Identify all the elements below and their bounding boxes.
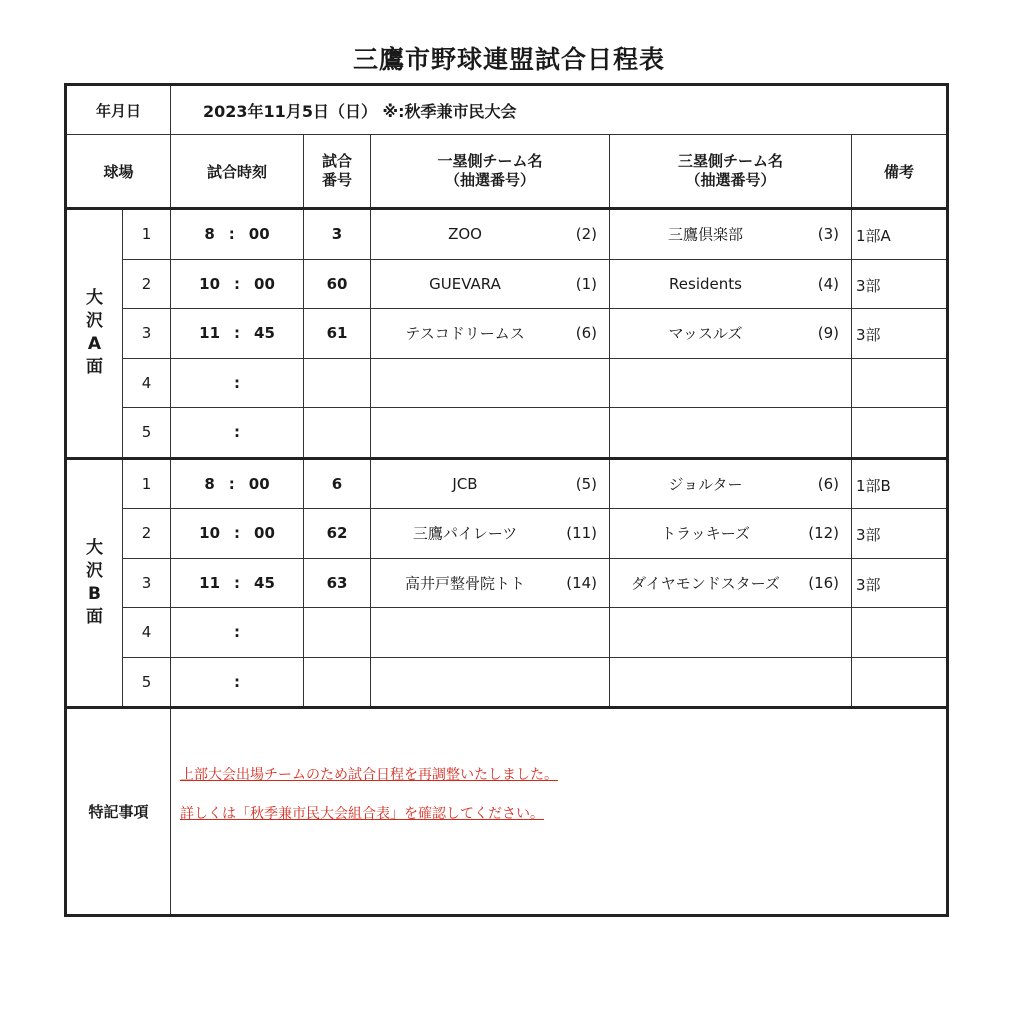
header-third-base-line1: 三塁側チーム名: [678, 152, 784, 170]
third-base-draw-number: (4): [817, 274, 840, 293]
time-separator: :: [234, 672, 241, 691]
first-base-team-cell: [371, 209, 610, 260]
header-match-number-line2: 番号: [322, 171, 353, 189]
slot-number: 2: [123, 509, 171, 559]
table-row: [66, 408, 948, 459]
time-hour: 10: [199, 274, 221, 293]
third-base-draw-number: (6): [817, 474, 840, 493]
table-row: [66, 558, 948, 608]
match-time: [171, 408, 304, 459]
date-label: 年月日: [66, 85, 171, 135]
match-number: [304, 608, 371, 658]
remark: 1部B: [852, 458, 948, 509]
time-separator: :: [234, 274, 241, 293]
first-base-team: 三鷹パイレーツ: [412, 524, 518, 543]
match-number: 3: [304, 209, 371, 260]
match-time: [171, 458, 304, 509]
first-base-team: ZOO: [448, 225, 482, 244]
first-base-team: 高井戸整骨院トト: [405, 574, 526, 593]
time-separator: :: [234, 324, 241, 343]
time-separator: :: [228, 474, 235, 493]
third-base-draw-number: (9): [817, 324, 840, 343]
ground-name: 大沢A面: [86, 288, 103, 378]
time-minute: 00: [248, 474, 270, 493]
remark: [852, 358, 948, 408]
third-base-team-cell: [610, 309, 852, 359]
first-base-team-cell: [371, 358, 610, 408]
time-separator: :: [234, 623, 241, 642]
time-hour: 11: [199, 573, 221, 592]
first-base-team: JCB: [452, 474, 478, 493]
first-base-draw-number: (11): [566, 524, 598, 543]
table-row: [66, 509, 948, 559]
remark: 3部: [852, 309, 948, 359]
remark: 3部: [852, 259, 948, 309]
ground-name: 大沢B面: [86, 537, 103, 627]
slot-number: 1: [123, 209, 171, 260]
time-minute: 00: [254, 274, 275, 293]
header-match-number-line1: 試合: [322, 152, 353, 170]
schedule-table: [64, 83, 949, 917]
third-base-team-cell: [610, 209, 852, 260]
third-base-draw-number: (12): [808, 524, 840, 543]
third-base-team: 三鷹倶楽部: [668, 225, 744, 244]
match-time: [171, 309, 304, 359]
match-time: [171, 509, 304, 559]
third-base-team-cell: [610, 657, 852, 708]
first-base-draw-number: (1): [575, 274, 598, 293]
time-minute: 00: [248, 225, 270, 244]
table-row: [66, 309, 948, 359]
first-base-team-cell: [371, 259, 610, 309]
first-base-team: テスコドリームス: [405, 324, 525, 343]
match-time: [171, 209, 304, 260]
match-time: [171, 259, 304, 309]
match-number: [304, 657, 371, 708]
third-base-team: マッスルズ: [668, 324, 743, 343]
remark: 3部: [852, 558, 948, 608]
match-number: [304, 358, 371, 408]
first-base-team-cell: [371, 509, 610, 559]
table-row: [66, 358, 948, 408]
header-first-base: [371, 135, 610, 209]
time-hour: 11: [199, 324, 221, 343]
first-base-team-cell: [371, 408, 610, 459]
header-remarks: 備考: [852, 135, 948, 209]
first-base-team-cell: [371, 608, 610, 658]
header-match-number: [304, 135, 371, 209]
match-number: 62: [304, 509, 371, 559]
slot-number: 4: [123, 358, 171, 408]
third-base-team-cell: [610, 358, 852, 408]
third-base-draw-number: (3): [817, 225, 840, 244]
match-number: 63: [304, 558, 371, 608]
slot-number: 3: [123, 309, 171, 359]
match-number: [304, 408, 371, 459]
match-number: 60: [304, 259, 371, 309]
slot-number: 4: [123, 608, 171, 658]
first-base-draw-number: (14): [566, 573, 598, 592]
third-base-team-cell: [610, 608, 852, 658]
slot-number: 5: [123, 408, 171, 459]
time-hour: 10: [199, 524, 221, 543]
time-minute: 45: [254, 573, 275, 592]
first-base-team-cell: [371, 458, 610, 509]
time-separator: :: [228, 225, 235, 244]
slot-number: 3: [123, 558, 171, 608]
remark: 1部A: [852, 209, 948, 260]
slot-number: 5: [123, 657, 171, 708]
date-row: [66, 85, 948, 135]
ground-name-cell: [66, 209, 123, 459]
header-row: [66, 135, 948, 209]
header-first-base-line2: （抽選番号）: [445, 171, 536, 189]
third-base-draw-number: (16): [808, 573, 840, 592]
time-separator: :: [234, 373, 241, 392]
time-hour: 8: [204, 474, 215, 493]
slot-number: 2: [123, 259, 171, 309]
notes-label: 特記事項: [66, 708, 171, 916]
third-base-team-cell: [610, 458, 852, 509]
match-time: [171, 558, 304, 608]
table-row: [66, 259, 948, 309]
time-minute: 00: [254, 524, 275, 543]
time-separator: :: [234, 423, 241, 442]
ground-name-cell: [66, 458, 123, 708]
notes-line: 詳しくは「秋季兼市民大会組合表」を確認してください。: [180, 806, 544, 822]
first-base-team: GUEVARA: [429, 274, 501, 293]
first-base-team-cell: [371, 657, 610, 708]
page-title: 三鷹市野球連盟試合日程表: [352, 45, 665, 74]
match-time: [171, 657, 304, 708]
remark: [852, 608, 948, 658]
date-value: 2023年11月5日（日） ※:秋季兼市民大会: [171, 85, 948, 135]
remark: [852, 657, 948, 708]
match-time: [171, 608, 304, 658]
time-separator: :: [234, 524, 241, 543]
third-base-team-cell: [610, 408, 852, 459]
table-row: [66, 209, 948, 260]
time-minute: 45: [254, 324, 275, 343]
match-time: [171, 358, 304, 408]
notes-line: 上部大会出場チームのため試合日程を再調整いたしました。: [180, 767, 558, 783]
third-base-team-cell: [610, 509, 852, 559]
slot-number: 1: [123, 458, 171, 509]
match-number: 6: [304, 458, 371, 509]
third-base-team-cell: [610, 259, 852, 309]
time-hour: 8: [204, 225, 215, 244]
third-base-team: ダイヤモンドスターズ: [631, 574, 780, 593]
header-third-base-line2: （抽選番号）: [685, 171, 776, 189]
first-base-team-cell: [371, 558, 610, 608]
table-row: [66, 657, 948, 708]
header-third-base: [610, 135, 852, 209]
first-base-draw-number: (2): [575, 225, 598, 244]
table-row: [66, 608, 948, 658]
header-time: 試合時刻: [171, 135, 304, 209]
remark: [852, 408, 948, 459]
third-base-team-cell: [610, 558, 852, 608]
first-base-team-cell: [371, 309, 610, 359]
third-base-team: Residents: [669, 274, 742, 293]
time-separator: :: [234, 573, 241, 592]
first-base-draw-number: (5): [575, 474, 598, 493]
remark: 3部: [852, 509, 948, 559]
header-ground: 球場: [66, 135, 171, 209]
third-base-team: トラッキーズ: [661, 524, 750, 543]
match-number: 61: [304, 309, 371, 359]
table-row: [66, 458, 948, 509]
header-first-base-line1: 一塁側チーム名: [437, 152, 543, 170]
third-base-team: ジョルター: [668, 475, 743, 494]
first-base-draw-number: (6): [575, 324, 598, 343]
